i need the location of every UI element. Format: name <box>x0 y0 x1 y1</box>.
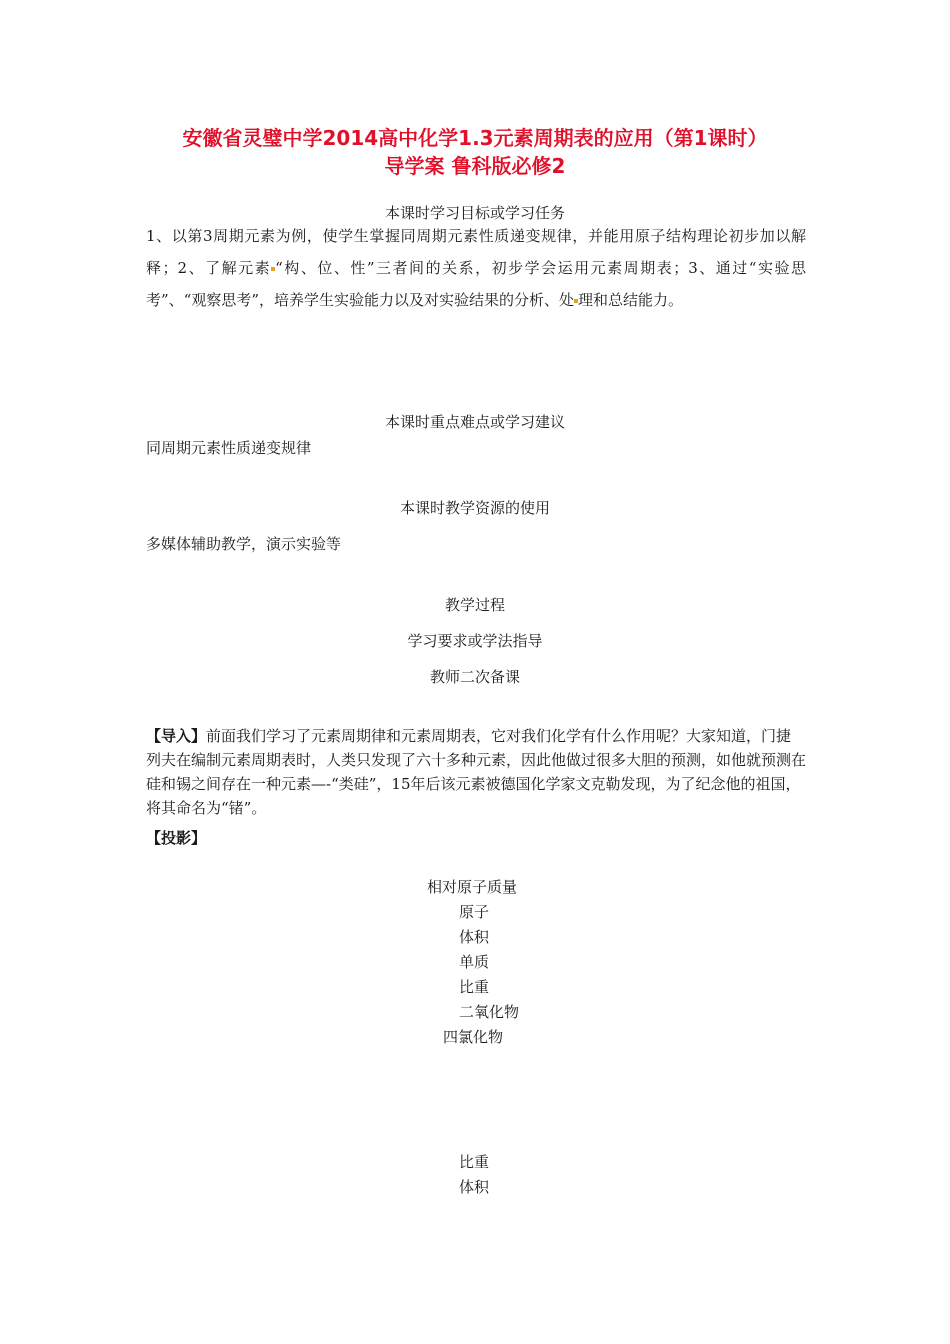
process-sub2: 教师二次备课 <box>429 668 520 686</box>
resources-text: 多媒体辅助教学，演示实验等 <box>146 535 342 553</box>
goals-text-part1: 1、以第3周期元素为例，使学生掌握同周期元素性质递变规律，并能用原子结构理论初步加以解释；2、了解元素 <box>146 227 806 277</box>
resources-heading: 本课时教学资源的使用 <box>399 499 550 517</box>
key-points-text: 同周期元素性质递变规律 <box>146 439 312 457</box>
projection-item: 体积 <box>459 928 490 946</box>
intro-paragraph <box>146 724 806 820</box>
document-title-line1: 安徽省灵璧中学2014高中化学1.3元素周期表的应用（第1课时） <box>182 126 768 150</box>
projection-item: 原子 <box>459 903 490 921</box>
projection-item: 单质 <box>459 953 490 971</box>
projection-item: 体积 <box>459 1178 490 1196</box>
projection-label: 【投影】 <box>146 829 207 847</box>
goals-text-part2: “构、位、性”三者间的关系，初步学会运用元素周期表；3、通过“实验思考”、“观察思考”，培养学生实验能力以及对实验结果的分析、处 <box>146 259 806 309</box>
process-sub1: 学习要求或学法指导 <box>407 632 543 650</box>
document-title-line2: 导学案 鲁科版必修2 <box>384 154 566 178</box>
projection-item: 二氧化物 <box>459 1003 520 1021</box>
intro-text: 前面我们学习了元素周期律和元素周期表，它对我们化学有什么作用呢？大家知道，门捷列夫在编制元素周期表时，人类只发现了六十多种元素，因此他做过很多大胆的预测，如他就预测在硅和锡之间存在一种元素—-“类硅”，15年后该元素被德国化学家文克勒发现，为了纪念他的祖国，将其命名为“锗”。 <box>146 727 807 817</box>
projection-item: 相对原子质量 <box>427 878 518 896</box>
projection-item: 比重 <box>459 978 490 996</box>
goals-text <box>146 220 806 316</box>
projection-item: 比重 <box>459 1153 490 1171</box>
projection-item: 四氯化物 <box>443 1028 504 1046</box>
goals-text-part3: 理和总结能力。 <box>578 291 684 309</box>
key-points-heading: 本课时重点难点或学习建议 <box>384 413 565 431</box>
intro-label: 【导入】 <box>146 727 207 745</box>
goals-heading: 本课时学习目标或学习任务 <box>384 204 565 222</box>
process-heading: 教学过程 <box>444 596 505 614</box>
